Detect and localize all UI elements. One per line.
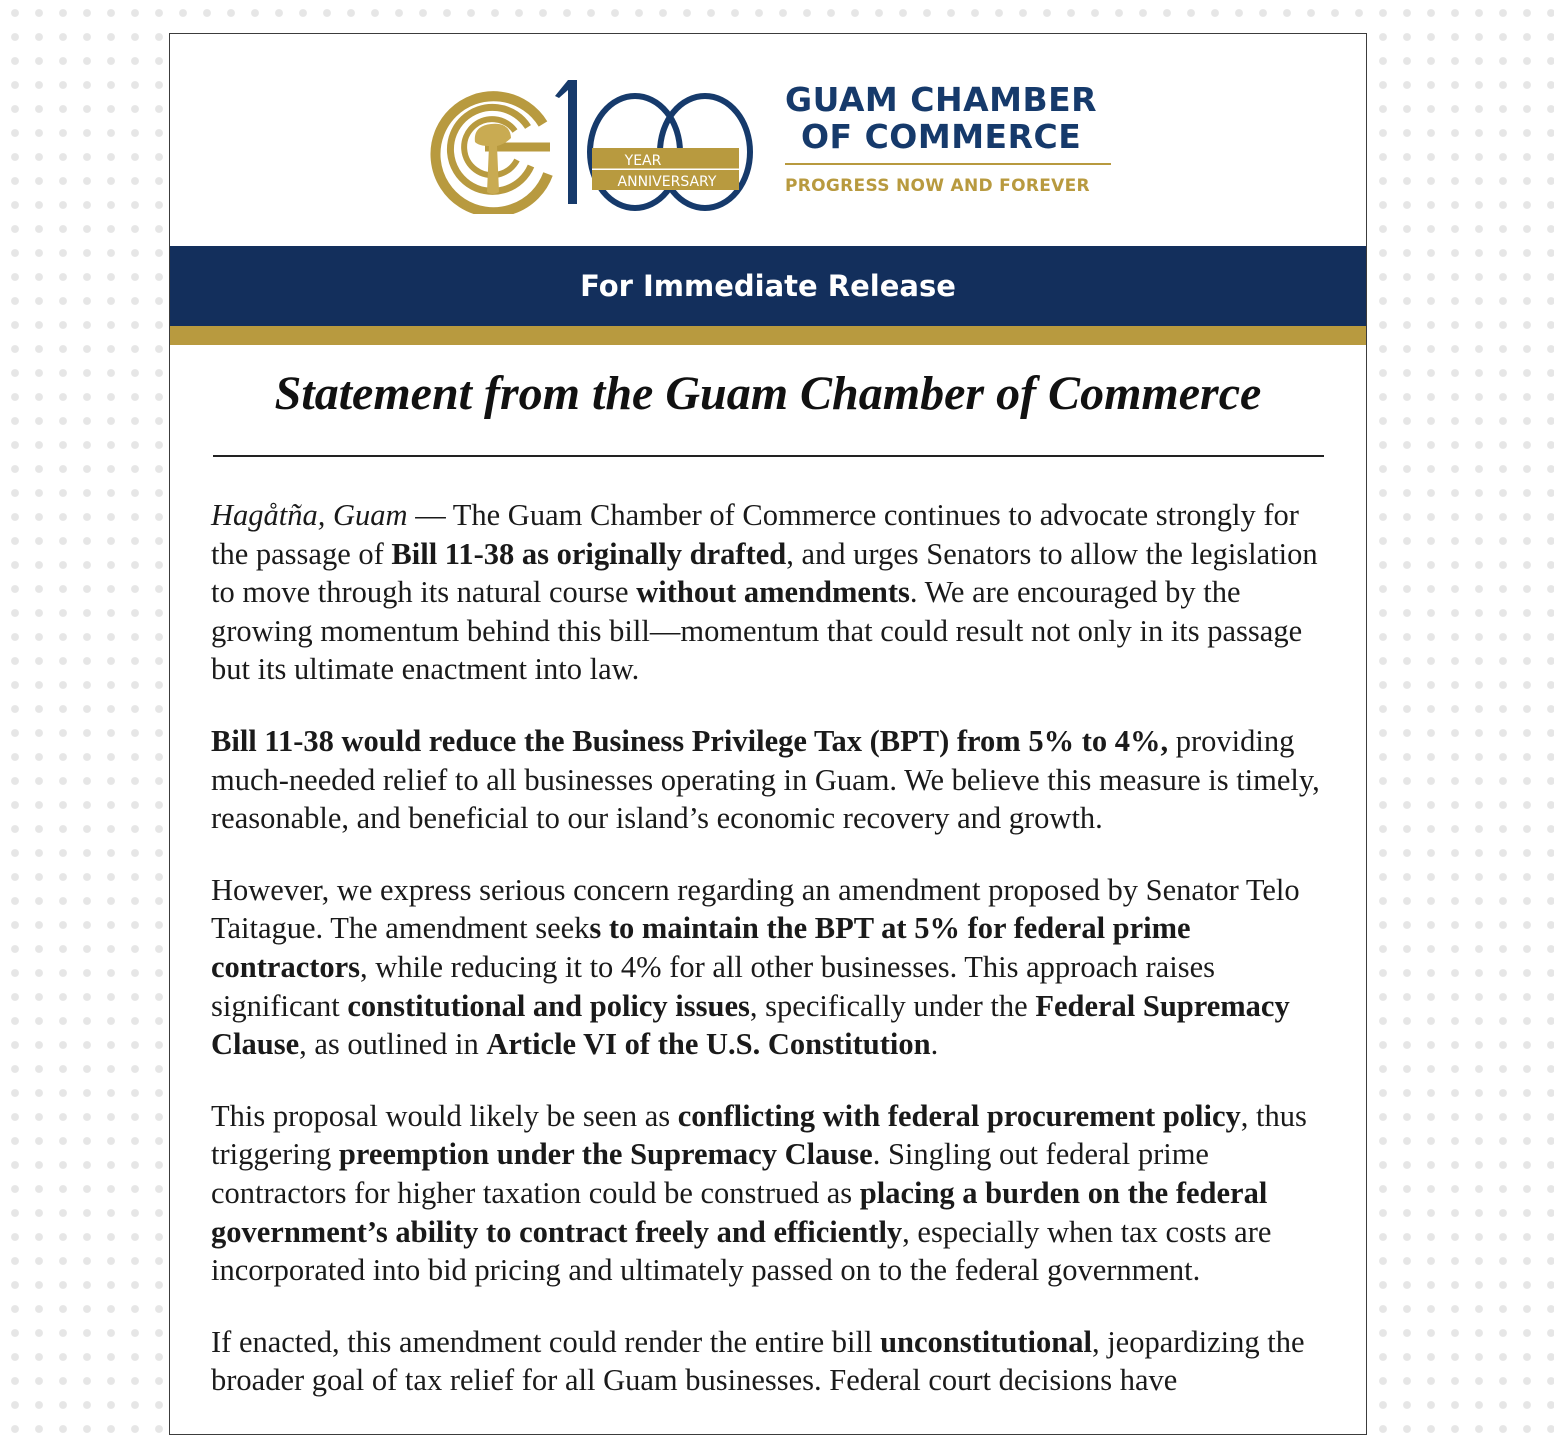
centennial-emblem (425, 74, 775, 214)
org-name-line2: OF COMMERCE (801, 117, 1082, 156)
text-run: However, we express serious concern regarding an amendment proposed by Senator Telo Taitague. The amendment seek (211, 872, 1300, 946)
anniversary-label-text: ANNIVERSARY (617, 174, 717, 190)
org-name-line1: GUAM CHAMBER (785, 80, 1098, 119)
text-run: . Singling out federal prime contractors for higher taxation could be construed as (211, 1137, 1209, 1210)
tagline: PROGRESS NOW AND FOREVER (785, 176, 1090, 196)
text-run: , as outlined in (299, 1027, 487, 1062)
bold-run: without amendments (636, 575, 910, 610)
title-divider (213, 455, 1324, 457)
text-run: , thus triggering (211, 1098, 1307, 1172)
bold-run: conflicting with federal procurement policy (677, 1098, 1241, 1133)
bold-run: constitutional and policy issues (347, 988, 750, 1023)
text-run: providing much-needed relief to all businesses operating in Guam. We believe this measure is timely, reasonable, and beneficial to our island’s economic recovery and growth. (211, 723, 1320, 836)
bold-run: Article VI of the U.S. Constitution (486, 1027, 931, 1062)
text-run: . We are encouraged by the growing momentum behind this bill—momentum that could result not only in its passage but its ultimate enactment into law. (211, 575, 1303, 687)
chamber-logo (425, 74, 1125, 214)
bold-run: preemption under the Supremacy Clause (338, 1137, 873, 1172)
paragraph-procurement-conflict (211, 1097, 1331, 1290)
paragraph-unconstitutional-risk (211, 1323, 1331, 1400)
paragraph-intro (211, 496, 1331, 689)
bold-run: Bill 11-38 as originally drafted (391, 536, 787, 571)
text-run: If enacted, this amendment could render the entire bill (211, 1324, 881, 1359)
paragraph-amendment-concern (211, 871, 1331, 1064)
org-name (785, 81, 1097, 155)
anniversary-year-text: YEAR (624, 153, 662, 169)
dateline-dash: — (407, 498, 453, 532)
bold-run: unconstitutional (880, 1324, 1092, 1359)
text-run: The Guam Chamber of Commerce continues to advocate strongly for the passage of (211, 498, 1299, 571)
text-run: , jeopardizing the broader goal of tax relief for all Guam businesses. Federal court decisions have (211, 1324, 1305, 1398)
release-banner: For Immediate Release (170, 246, 1366, 326)
press-release-page (169, 33, 1367, 1435)
text-run: , specifically under the (749, 988, 1036, 1023)
gold-stripe (170, 326, 1366, 345)
bold-run: s to maintain the BPT at 5% for federal prime contractors (211, 911, 1191, 984)
tagline-divider (785, 163, 1111, 165)
page-title: Statement from the Guam Chamber of Commerce (274, 367, 1262, 420)
text-run: , and urges Senators to allow the legislation to move through its natural course (211, 536, 1318, 610)
text-run: , especially when tax costs are incorporated into bid pricing and ultimately passed on to the federal government. (211, 1214, 1272, 1288)
bold-run: placing a burden on the federal government’s ability to contract freely and efficiently (211, 1175, 1268, 1249)
dateline: Hagåtña, Guam (211, 498, 408, 532)
bold-run: Bill 11-38 would reduce the Business Privilege Tax (BPT) from 5% to 4%, (211, 723, 1169, 758)
text-run: , while reducing it to 4% for all other businesses. This approach raises significant (211, 949, 1215, 1023)
paragraph-bpt-relief (211, 722, 1331, 838)
bold-run: Federal Supremacy Clause (211, 988, 1290, 1062)
text-run: . (930, 1027, 939, 1062)
text-run: This proposal would likely be seen as (211, 1098, 678, 1133)
statement-body (211, 496, 1331, 1433)
